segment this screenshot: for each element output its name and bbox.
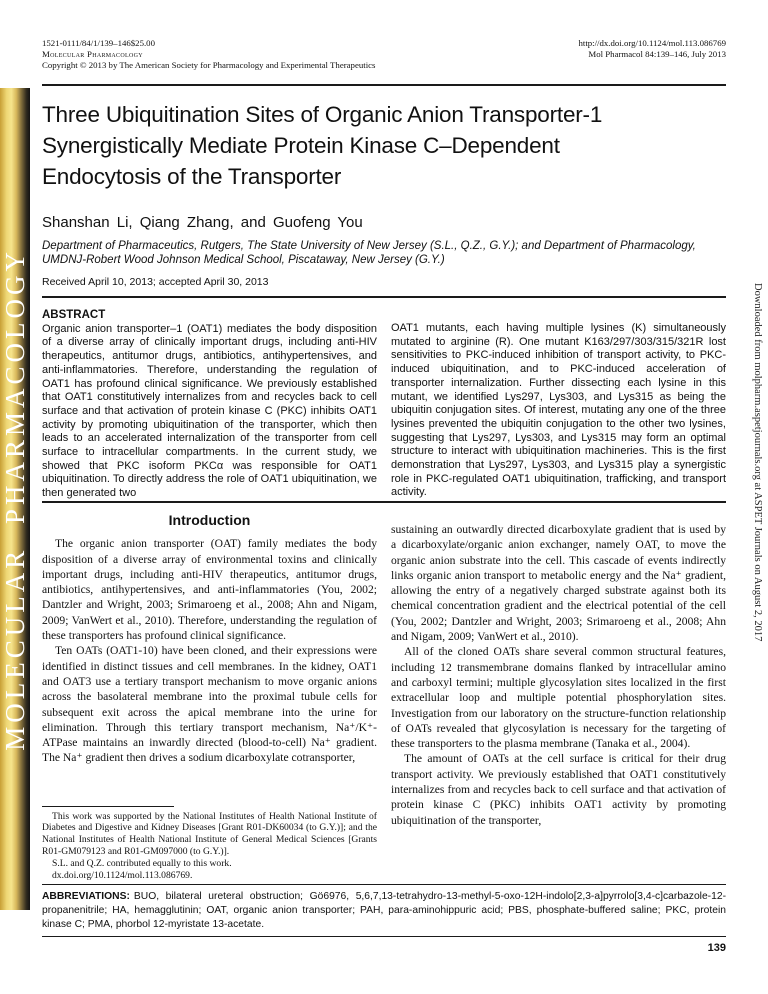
journal-spine-title: MOLECULAR PHARMACOLOGY: [0, 247, 30, 751]
footnote-block: [42, 806, 377, 882]
issn-line: 1521-0111/84/1/139–146$25.00: [42, 38, 155, 48]
abstract-text-left: Organic anion transporter–1 (OAT1) mediates the body disposition of a diverse array of clinically important drugs, including anti-HIV therapeutics, antitumor drugs, antibiotics, antihypertensives, and anti-inflammatories. Therefore, understanding the regulation of OAT1 has profound clinical significance. We previously established that OAT1 constitutively internalizes from and recycles back to cell surface and that activation of protein kinase C (PKC) inhibits OAT1 activity by promoting ubiquitination of the transporter, which then leads to an accelerated internalization of the transporter from cell surface to intracellular compartments. In the current study, we showed that PKC isoform PKCα was responsible for OAT1 ubiquitination. To directly address the role of OAT1 ubiquitination, we then generated two: [42, 322, 377, 499]
article-title: [42, 99, 726, 192]
page-number: 139: [707, 942, 726, 954]
title-line-3: Endocytosis of the Transporter: [42, 164, 342, 189]
citation-line: Mol Pharmacol 84:139–146, July 2013: [588, 49, 726, 59]
title-line-2: Synergistically Mediate Protein Kinase C–Dependent: [42, 133, 560, 158]
footnote-contribution: S.L. and Q.Z. contributed equally to this work.: [52, 858, 232, 870]
intro-column-left: [42, 513, 377, 882]
journal-name: Molecular Pharmacology: [42, 49, 143, 59]
header-rule: [42, 84, 726, 86]
abstract-column-right: [391, 309, 726, 499]
abbreviations-text: BUO, bilateral ureteral obstruction; Gö6976, 5,6,7,13-tetrahydro-13-methyl-5-oxo-12H-indolo[2,3-a]pyrrolo[3,4-c]carbazole-12-propanenitrile; HA, hemagglutinin; OAT, organic anion transporter; PAH, para-aminohippuric acid; PBS, phosphate-buffered saline; PKC, protein kinase C; PMA, phorbol 12-myristate 13-acetate.: [42, 891, 726, 930]
download-watermark: Downloaded from molpharm.aspetjournals.org at ASPET Journals on August 2, 2017: [752, 283, 763, 642]
header-right-block: [578, 38, 726, 71]
affiliation-block: [42, 240, 726, 267]
footnote-funding: This work was supported by the National Institutes of Health National Institute of Diabetes and Digestive and Kidney Diseases [Grant R01-DK60034 (to G.Y.)]; and the National Institutes of Health National Institute of General Medical Sciences [Grants R01-GM079123 and R01-GM097000 (to G.Y.)].: [42, 810, 377, 858]
intro-paragraph-3: sustaining an outwardly directed dicarboxylate gradient that is used by a dicarboxylate/organic anion exchanger, namely OAT, to move the organic anion substrate into the cell. This cascade of events indirectly links organic anion transport to metabolic energy and the Na⁺ gradient, allowing the entry of a negatively charged substrate against both its chemical concentration gradient and the electrical potential of the cell (You, 2002; Dantzler and Wright, 2003; Srimaroeng et al., 2008; Ahn and Nigam, 2009; VanWert et al., 2010).: [391, 523, 726, 644]
intro-paragraph-4: All of the cloned OATs share several common structural features, including 12 transmembrane domains flanked by intracellular amino and carboxyl termini; multiple glycosylation sites localized in the first extracellular loop and multiple potential phosphorylation sites. Investigation from our laboratory on the structure-function relationship of OATs revealed that glycosylation is necessary for the targeting of these transporters to the plasma membrane (Tanaka et al., 2004).: [391, 645, 726, 751]
footnote-rule: [42, 806, 174, 807]
abstract-heading: ABSTRACT: [42, 309, 106, 321]
footnote-doi: [42, 870, 377, 882]
title-section-rule: [42, 296, 726, 298]
abstract-text-right: OAT1 mutants, each having multiple lysines (K) simultaneously mutated to arginine (R). One mutant K163/297/303/315/321R lost sensitivities to PKC-induced inhibition of transport activity, to PKC-induced ubiquitination, and to PKC-induced acceleration of transporter internalization. Further dissecting each lysine in this mutant, we identified Lys297, Lys303, and Lys315 as being the ubiquitin conjugation sites. Of interest, mutating any one of the three lysines prevented the ubiquitin conjugation to the other two lysines, suggesting that Lys297, Lys303, and Lys315 may form an optimal structure to interact with ubiquitination machineries. This is the first demonstration that Lys297, Lys303, and Lys315 play a synergistic role in PKC-regulated OAT1 ubiquitination, trafficking, and transport activity.: [391, 322, 726, 499]
header-left-block: [42, 38, 375, 71]
journal-spine-banner: [0, 88, 30, 910]
page-header: [42, 38, 726, 71]
affiliation-line-1: Department of Pharmaceutics, Rutgers, The State University of New Jersey (S.L., Q.Z., G.Y.); and Department of Pharmacology,: [42, 240, 696, 252]
abstract-section: [42, 309, 726, 499]
affiliation-line-2: UMDNJ-Robert Wood Johnson Medical School, Piscataway, New Jersey (G.Y.): [42, 253, 445, 266]
abstract-rule: [42, 501, 726, 503]
introduction-section: [42, 513, 726, 882]
copyright-line: Copyright © 2013 by The American Society for Pharmacology and Experimental Therapeutics: [42, 60, 376, 70]
author-list: Shanshan Li, Qiang Zhang, and Guofeng You: [42, 214, 363, 231]
doi-url: [578, 38, 726, 49]
abbreviations-label: ABBREVIATIONS:: [42, 891, 130, 902]
abbreviations-bottom-rule: [42, 936, 726, 937]
abstract-column-left: [42, 309, 377, 499]
abbreviations-block: [42, 890, 726, 934]
footnote-doi-link[interactable]: dx.doi.org/10.1124/mol.113.086769.: [52, 870, 193, 882]
received-dates: Received April 10, 2013; accepted April 30, 2013: [42, 276, 269, 288]
introduction-heading: Introduction: [168, 513, 251, 528]
intro-paragraph-5: The amount of OATs at the cell surface is critical for their drug transport activity. We previously established that OAT1 constitutively internalizes from and recycles back to cell surface and that activation of protein kinase C (PKC) inhibits OAT1 activity by promoting ubiquitination of the transporter,: [391, 752, 726, 827]
intro-paragraph-2: Ten OATs (OAT1-10) have been cloned, and their expressions were identified in distinct tissues and cell membranes. In the kidney, OAT1 and OAT3 use a tertiary transport mechanism to move organic anions across the basolateral membrane into the proximal tubule cells for subsequent exit across the apical membrane into the urine for elimination. Through this tertiary transport mechanism, Na⁺/K⁺-ATPase maintains an inwardly directed (blood-to-cell) Na⁺ gradient. The Na⁺ gradient then drives a sodium dicarboxylate cotransporter,: [42, 644, 377, 765]
intro-paragraph-1: The organic anion transporter (OAT) family mediates the body disposition of a diverse array of environmental toxins and clinically important drugs, including anti-HIV therapeutics, antitumor drugs, antibiotics, antihypertensives, and anti-inflammatories (You, 2002; Dantzler and Wright, 2003; Srimaroeng et al., 2008; Ahn and Nigam, 2009; VanWert et al., 2010). Therefore, understanding the regulation of these transporters has profound clinical significance.: [42, 537, 377, 643]
abbreviations-top-rule: [42, 884, 726, 885]
intro-column-right: [391, 513, 726, 882]
doi-link[interactable]: http://dx.doi.org/10.1124/mol.113.086769: [578, 38, 726, 48]
title-line-1: Three Ubiquitination Sites of Organic Anion Transporter-1: [42, 102, 603, 127]
